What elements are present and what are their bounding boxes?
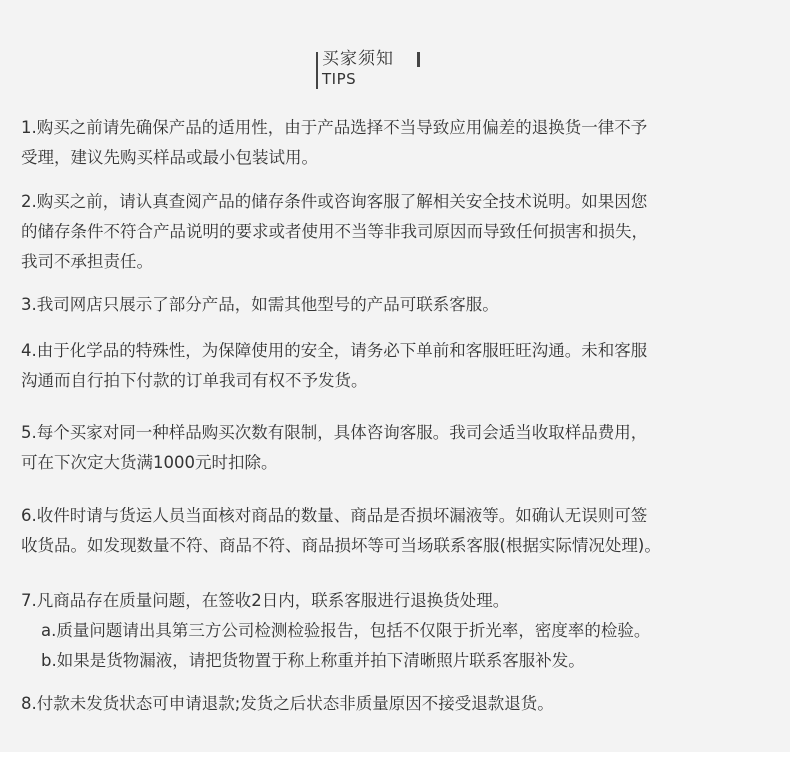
notice-item-4-line-2: 沟通而自行拍下付款的订单我司有权不予发货。 (21, 371, 368, 390)
notice-item-1-line-1: 1.购买之前请先确保产品的适用性，由于产品选择不当导致应用偏差的退换货一律不予 (21, 118, 648, 137)
notice-item-7-line-1: 7.凡商品存在质量问题，在签收2日内，联系客服进行退换货处理。 (21, 591, 510, 610)
notice-item-3-line-1: 3.我司网店只展示了部分产品，如需其他型号的产品可联系客服。 (21, 295, 499, 314)
header-right-bar (417, 52, 420, 67)
notice-item-2-line-3: 我司不承担责任。 (21, 252, 153, 271)
notice-item-7-sub-a: a.质量问题请出具第三方公司检测检验报告，包括不仅限于折光率，密度率的检验。 (41, 621, 651, 640)
notice-item-8-line-1: 8.付款未发货状态可申请退款;发货之后状态非质量原因不接受退款退货。 (21, 694, 554, 713)
notice-item-6-line-2: 收货品。如发现数量不符、商品不符、商品损坏等可当场联系客服(根据实际情况处理)。 (21, 536, 661, 555)
notice-item-4-line-1: 4.由于化学品的特殊性，为保障使用的安全，请务必下单前和客服旺旺沟通。未和客服 (21, 341, 648, 360)
notice-subtitle: TIPS (322, 70, 357, 88)
notice-item-1-line-2: 受理，建议先购买样品或最小包装试用。 (21, 148, 318, 167)
notice-title: 买家须知 (322, 49, 394, 69)
header-left-bar (316, 52, 318, 89)
notice-item-5-line-1: 5.每个买家对同一种样品购买次数有限制，具体咨询客服。我司会适当收取样品费用， (21, 423, 648, 442)
notice-item-6-line-1: 6.收件时请与货运人员当面核对商品的数量、商品是否损坏漏液等。如确认无误则可签 (21, 506, 648, 525)
notice-item-7-sub-b: b.如果是货物漏液，请把货物置于称上称重并拍下清晰照片联系客服补发。 (41, 651, 585, 670)
notice-item-5-line-2: 可在下次定大货满1000元时扣除。 (21, 453, 278, 472)
notice-item-2-line-1: 2.购买之前，请认真查阅产品的储存条件或咨询客服了解相关安全技术说明。如果因您 (21, 192, 648, 211)
notice-item-2-line-2: 的储存条件不符合产品说明的要求或者使用不当等非我司原因而导致任何损害和损失， (21, 222, 648, 241)
